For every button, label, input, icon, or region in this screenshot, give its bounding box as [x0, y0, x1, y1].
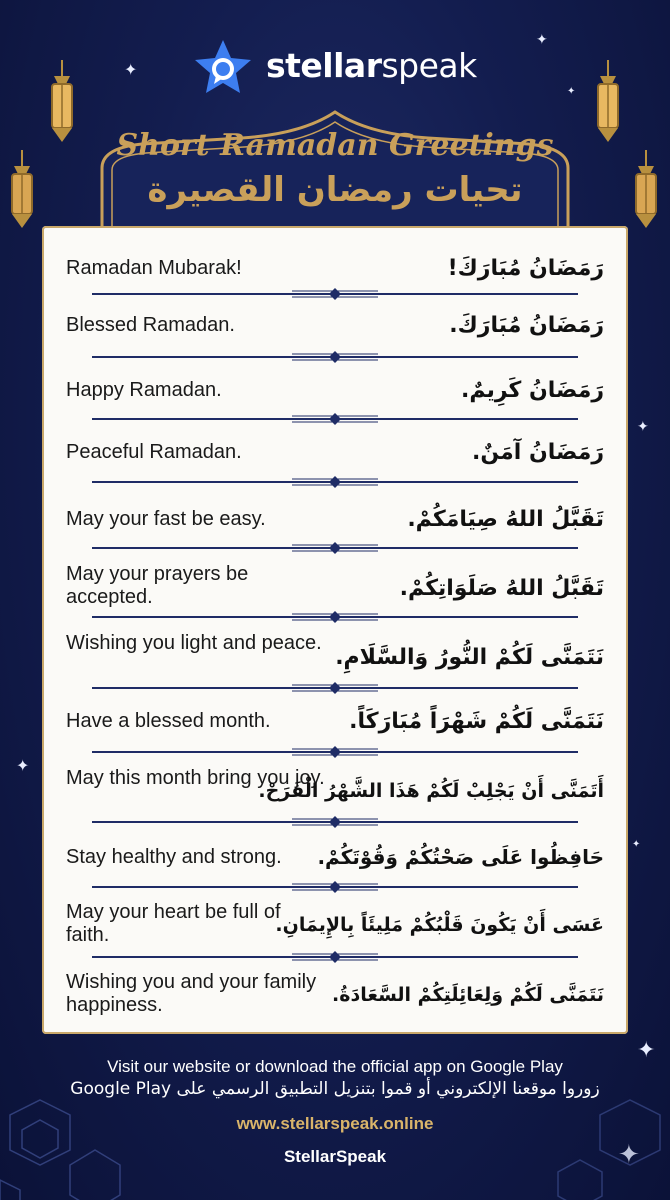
greeting-english: Happy Ramadan. — [66, 379, 222, 401]
sparkle-star-icon: ✦ — [618, 1140, 640, 1170]
sparkle-star-icon: ✦ — [124, 60, 138, 79]
website-link[interactable]: www.stellarspeak.online — [236, 1114, 434, 1133]
greeting-arabic: رَمَضَانُ كَرِيمٌ. — [460, 378, 604, 403]
greetings-card — [42, 226, 628, 1034]
greeting-english: Blessed Ramadan. — [66, 314, 235, 336]
sparkle-star-icon: ✦ — [637, 1038, 656, 1063]
greeting-english: May your fast be easy. — [66, 508, 266, 530]
ornament-divider — [92, 881, 578, 893]
footer-message: Visit our website or download the official app on Google Play — [107, 1057, 563, 1076]
ornament-divider — [92, 351, 578, 363]
greeting-english: Have a blessed month. — [66, 710, 271, 732]
greeting-arabic: عَسَى أَنْ يَكُونَ قَلْبُكُمْ مَلِيئَاً بِالإِيمَانِ. — [275, 914, 604, 936]
ornament-divider — [92, 951, 578, 963]
greeting-english: May your heart be full of faith. — [66, 901, 281, 946]
brand-footer-name: StellarSpeak — [283, 1147, 387, 1166]
ornament-divider — [92, 611, 578, 623]
greeting-arabic: نَتَمَنَّى لَكُمْ شَهْرَاً مُبَارَكَاً. — [349, 709, 604, 734]
ornament-divider — [92, 288, 578, 300]
ornament-divider — [92, 746, 578, 758]
greeting-english: Wishing you light and peace. — [66, 632, 322, 654]
greeting-english: Ramadan Mubarak! — [66, 257, 242, 279]
footer-message-arabic: زوروا موقعنا الإلكتروني أو قموا بتنزيل التطبيق الرسمي على Google Play — [70, 1079, 600, 1099]
ornament-divider — [92, 476, 578, 488]
ornament-divider — [92, 542, 578, 554]
sparkle-star-icon: ✦ — [637, 419, 649, 435]
greeting-arabic: رَمَضَانُ آمَنٌ. — [472, 440, 604, 465]
greeting-english: Peaceful Ramadan. — [66, 441, 242, 463]
greeting-arabic: أَتَمَنَّى أَنْ يَجْلِبْ لَكُمْ هَذَا الشَّهْرُ الْفَرَحْ. — [258, 780, 604, 802]
brand-logo — [0, 38, 670, 96]
greeting-arabic: رَمَضَانُ مُبَارَكَ. — [449, 313, 604, 338]
greeting-english: Stay healthy and strong. — [66, 846, 282, 868]
sparkle-star-icon: ✦ — [632, 839, 641, 850]
page-title: Short Ramadan Greetings — [116, 128, 554, 163]
greeting-arabic: نَتَمَنَّى لَكُمْ وَلِعَائِلَتِكُمْ السَّعَادَةُ. — [332, 984, 604, 1006]
sparkle-star-icon: ✦ — [567, 86, 576, 97]
ornament-divider — [92, 816, 578, 828]
page-title-arabic: تحيات رمضان القصيرة — [147, 170, 523, 210]
sparkle-star-icon: ✦ — [536, 32, 548, 48]
sparkle-star-icon: ✦ — [16, 756, 30, 775]
greeting-arabic: تَقَبَّلُ اللهُ صِيَامَكُمْ. — [407, 507, 604, 532]
greeting-english: May this month bring you joy. — [66, 767, 325, 789]
star-chat-icon — [192, 38, 254, 96]
ornament-divider — [92, 682, 578, 694]
greeting-arabic: حَافِظُوا عَلَى صَحْتُكُمْ وَقُوْتَكُمْ. — [317, 845, 604, 869]
greeting-english: Wishing you and your family happiness. — [66, 971, 317, 1016]
greeting-arabic: رَمَضَانُ مُبَارَكَ! — [447, 256, 604, 281]
greeting-arabic: تَقَبَّلُ اللهُ صَلَوَاتِكُمْ. — [399, 576, 604, 601]
brand-name: stellarspeak — [266, 46, 477, 85]
greeting-arabic: نَتَمَنَّى لَكُمْ النُّورُ وَالسَّلَامِ. — [335, 645, 604, 670]
ornament-divider — [92, 413, 578, 425]
greeting-english: May your prayers be accepted. — [66, 563, 249, 608]
